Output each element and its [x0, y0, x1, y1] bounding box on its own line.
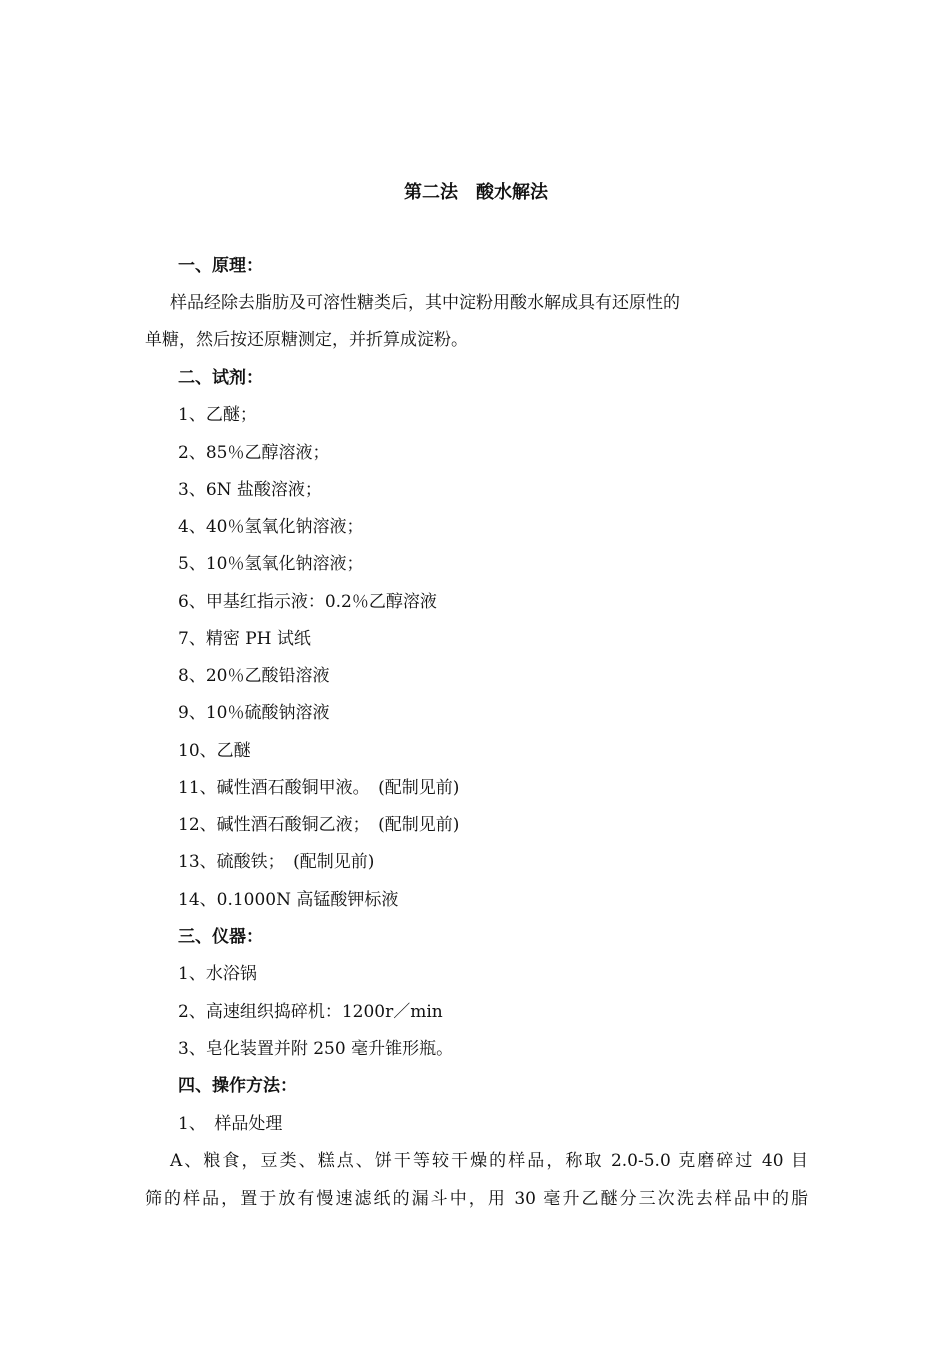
- procedure-step-1: 1、 样品处理: [178, 1114, 283, 1134]
- instrument-item: 3、皂化装置并附 250 毫升锥形瓶。: [178, 1039, 454, 1059]
- procedure-paragraph-line-2: 筛的样品，置于放有慢速滤纸的漏斗中，用 30 毫升乙醚分三次洗去样品中的脂: [145, 1189, 808, 1209]
- reagent-item: 11、碱性酒石酸铜甲液。 (配制见前): [178, 778, 460, 798]
- reagent-item: 12、碱性酒石酸铜乙液； (配制见前): [178, 815, 460, 835]
- reagent-item: 3、6N 盐酸溶液；: [178, 480, 322, 500]
- procedure-paragraph-line-1: A、粮食，豆类、糕点、饼干等较干燥的样品，称取 2.0-5.0 克磨碎过 40 目: [170, 1151, 808, 1171]
- section-heading-reagents: 二、试剂：: [178, 368, 263, 388]
- reagent-item: 1、乙醚；: [178, 405, 257, 425]
- reagent-item: 13、硫酸铁； (配制见前): [178, 852, 375, 872]
- reagent-item: 8、20％乙酸铅溶液: [178, 666, 330, 686]
- reagent-item: 5、10％氢氧化钠溶液；: [178, 554, 364, 574]
- reagent-item: 2、85％乙醇溶液；: [178, 443, 330, 463]
- section-heading-procedure: 四、操作方法：: [178, 1076, 297, 1096]
- reagent-item: 9、10％硫酸钠溶液: [178, 703, 330, 723]
- instrument-item: 1、水浴锅: [178, 964, 257, 984]
- principle-paragraph-line-1: 样品经除去脂肪及可溶性糖类后，其中淀粉用酸水解成具有还原性的: [170, 293, 680, 313]
- reagent-item: 14、0.1000N 高锰酸钾标液: [178, 890, 399, 910]
- reagent-item: 6、甲基红指示液：0.2％乙醇溶液: [178, 592, 437, 612]
- instrument-item: 2、高速组织捣碎机：1200r／min: [178, 1002, 443, 1022]
- reagent-item: 4、40％氢氧化钠溶液；: [178, 517, 364, 537]
- reagent-item: 10、乙醚: [178, 741, 251, 761]
- principle-paragraph-line-2: 单糖，然后按还原糖测定，并折算成淀粉。: [145, 330, 468, 350]
- section-heading-principle: 一、原理：: [178, 256, 263, 276]
- page-title: 第二法 酸水解法: [404, 182, 548, 203]
- reagent-item: 7、精密 PH 试纸: [178, 629, 311, 649]
- section-heading-instruments: 三、仪器：: [178, 927, 263, 947]
